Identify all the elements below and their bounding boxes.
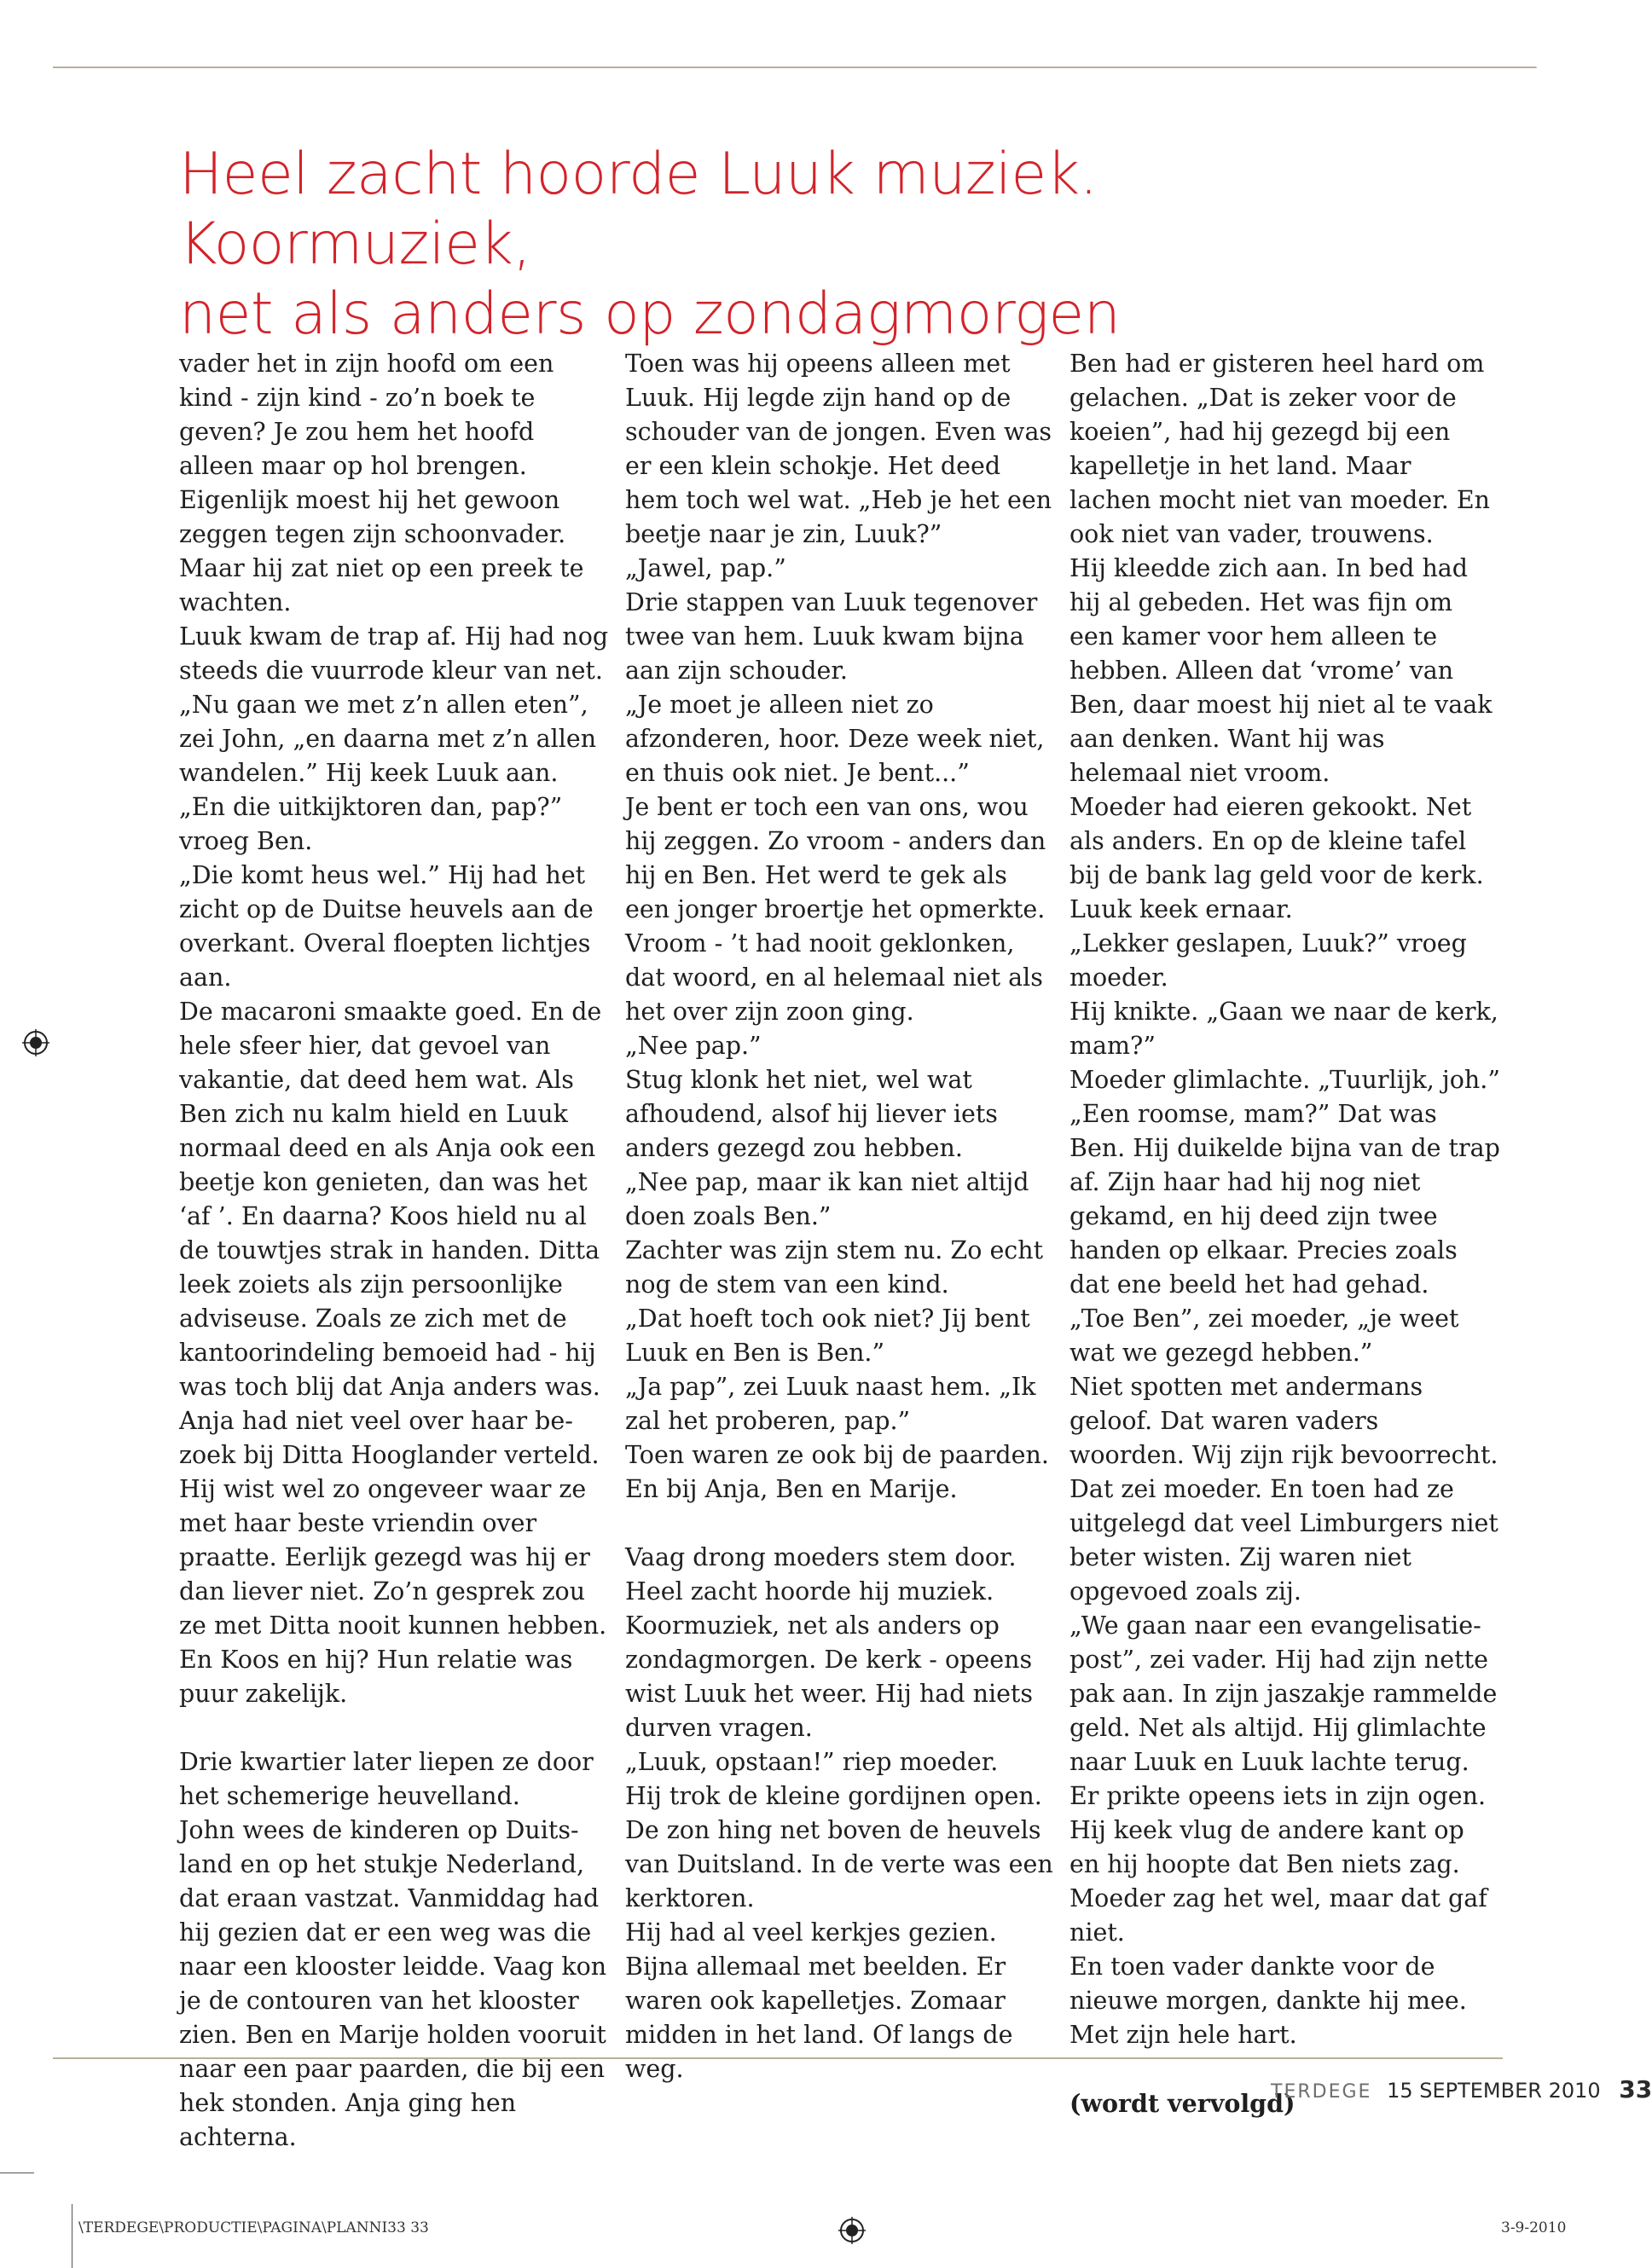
paragraph: vader het in zijn hoofd om een kind - zijn kind - zo’n boek te geven? Je zou hem het hoofd alleen maar op hol brengen. Eigenlijk moest hij het gewoon zeggen tegen zijn schoonvader. Maar hij zat niet op een preek te wachten. <box>179 350 584 616</box>
paragraph: Stug klonk het niet, wel wat afhoudend, alsof hij liever iets anders gezegd zou hebben. <box>625 1066 998 1162</box>
text-column-2 <box>625 347 1056 2086</box>
paragraph: „Je moet je alleen niet zo afzonderen, hoor. Deze week niet, en thuis ook niet. Je bent...” <box>625 691 1045 787</box>
registration-mark-icon <box>22 1029 49 1056</box>
paragraph: „Ja pap”, zei Luuk naast hem. „Ik zal het proberen, pap.” <box>625 1373 1036 1435</box>
paragraph: Hij knikte. „Gaan we naar de kerk, mam?” <box>1069 998 1498 1060</box>
paragraph: „Nee pap.” <box>625 1032 762 1060</box>
paragraph: En toen vader dankte voor de nieuwe morgen, dankte hij mee. Met zijn hele hart. <box>1069 1953 1467 2049</box>
paragraph: Je bent er toch een van ons, wou hij zeggen. Zo vroom - anders dan hij en Ben. Het werd te gek als een jonger broertje het opmerkte. Vroom - ’t had nooit geklonken, dat woord, en al helemaal niet als het over zijn zoon ging. <box>625 793 1046 1026</box>
headline-line-1: Heel zacht hoorde Luuk muziek. Koormuziek, <box>179 141 1098 278</box>
paragraph: „Toe Ben”, zei moeder, „je weet wat we gezegd hebben.” <box>1069 1305 1459 1367</box>
bottom-rule <box>53 2057 1503 2059</box>
print-slug-path: \TERDEGE\PRODUCTIE\PAGINA\PLANNI33 33 <box>78 2219 429 2236</box>
paragraph: Vaag drong moeders stem door. Heel zacht hoorde hij muziek. Koormuziek, net als anders op zondagmorgen. De kerk - opeens wist Luuk het weer. Hij had niets durven vragen. <box>625 1543 1034 1742</box>
text-column-3 <box>1069 347 1500 2120</box>
paragraph: De macaroni smaakte goed. En de hele sfeer hier, dat gevoel van vakantie, dat deed hem wat. Als Ben zich nu kalm hield en Luuk normaal deed en als Anja ook een beetje kon genieten, dan was het ‘af ’. En daarna? Koos hield nu al de touwtjes strak in handen. Ditta leek zoiets als zijn persoonlijke adviseuse. Zoals ze zich met de kantoorindeling bemoeid had - hij was toch blij dat Anja anders was. Anja had niet veel over haar bezoek bij Ditta Hooglander verteld. Hij wist wel zo ongeveer waar ze met haar beste vriendin over praatte. Eerlijk gezegd was hij er dan liever niet. Zo’n gesprek zou ze met Ditta nooit kunnen hebben. En Koos en hij? Hun relatie was puur zakelijk. <box>179 998 607 1708</box>
paragraph: „Die komt heus wel.” Hij had het zicht op de Duitse heuvels aan de overkant. Overal floepten lichtjes aan. <box>179 861 594 992</box>
paragraph: „Jawel, pap.” <box>625 554 786 582</box>
page-number: 33 <box>1619 2075 1652 2103</box>
paragraph: „En die uitkijktoren dan, pap?” vroeg Ben. <box>179 793 563 855</box>
top-rule <box>53 67 1537 68</box>
paragraph: (wordt vervolgd) <box>1069 2089 1296 2118</box>
paragraph: Moeder glimlachte. „Tuurlijk, joh.” <box>1069 1066 1500 1094</box>
registration-mark-icon <box>838 2217 866 2244</box>
paragraph: „Nu gaan we met z’n allen eten”, zei John, „en daarna met z’n allen wandelen.” Hij keek Luuk aan. <box>179 691 597 787</box>
paragraph: „Lekker geslapen, Luuk?” vroeg moeder. <box>1069 929 1467 992</box>
paragraph: Moeder had eieren gekookt. Net als anders. En op de kleine tafel bij de bank lag geld voor de kerk. Luuk keek ernaar. <box>1069 793 1484 923</box>
paragraph: Drie stappen van Luuk tegenover twee van hem. Luuk kwam bijna aan zijn schouder. <box>625 588 1038 685</box>
page-headline <box>179 140 1458 350</box>
paragraph: Toen was hij opeens alleen met Luuk. Hij legde zijn hand op de schouder van de jongen. Even was er een klein schokje. Het deed hem toch wel wat. „Heb je het een beetje naar je zin, Luuk?” <box>625 350 1052 548</box>
paragraph: Drie kwartier later liepen ze door het schemerige heuvelland. <box>179 1748 594 1810</box>
paragraph: Toen waren ze ook bij de paarden. En bij Anja, Ben en Marije. <box>625 1441 1049 1503</box>
paragraph: Hij kleedde zich aan. In bed had hij al gebeden. Het was fijn om een kamer voor hem alleen te hebben. Alleen dat ‘vrome’ van Ben, daar moest hij niet al te vaak aan denken. Want hij was helemaal niet vroom. <box>1069 554 1493 787</box>
paragraph: „Nee pap, maar ik kan niet altijd doen zoals Ben.” <box>625 1168 1029 1230</box>
headline-line-2: net als anders op zondagmorgen <box>179 281 1121 348</box>
paragraph: Luuk kwam de trap af. Hij had nog steeds die vuurrode kleur van net. <box>179 622 609 685</box>
paragraph: „We gaan naar een evangelisatiepost”, zei vader. Hij had zijn nette pak aan. In zijn jaszakje rammelde geld. Net als altijd. Hij glimlachte naar Luuk en Luuk lachte terug. <box>1069 1611 1498 1776</box>
issue-date: 15 SEPTEMBER 2010 <box>1387 2079 1601 2103</box>
magazine-name: TERDEGE <box>1271 2081 1372 2103</box>
text-column-1 <box>179 347 610 2155</box>
paragraph: John wees de kinderen op Duitsland en op het stukje Nederland, dat eraan vastzat. Vanmiddag had hij gezien dat er een weg was die naar een klooster leidde. Vaag kon je de contouren van het klooster zien. Ben en Marije holden vooruit naar een paar paarden, die bij een hek stonden. Anja ging hen achterna. <box>179 1816 607 2151</box>
page-footer <box>1271 2075 1652 2109</box>
paragraph: „Dat hoeft toch ook niet? Jij bent Luuk en Ben is Ben.” <box>625 1305 1030 1367</box>
paragraph: Hij had al veel kerkjes gezien. Bijna allemaal met beelden. Er waren ook kapelletjes. Zomaar midden in het land. Of langs de weg. <box>625 1918 1013 2083</box>
paragraph: Hij trok de kleine gordijnen open. De zon hing net boven de heuvels van Duitsland. In de verte was een kerktoren. <box>625 1782 1053 1912</box>
paragraph: Niet spotten met andermans geloof. Dat waren vaders woorden. Wij zijn rijk bevoorrecht. Dat zei moeder. En toen had ze uitgelegd dat veel Limburgers niet beter wisten. Zij waren niet opgevoed zoals zij. <box>1069 1373 1498 1606</box>
paragraph: Ben had er gisteren heel hard om gelachen. „Dat is zeker voor de koeien”, had hij gezegd bij een kapelletje in het land. Maar lachen mocht niet van moeder. En ook niet van vader, trouwens. <box>1069 350 1491 548</box>
paragraph: Er prikte opeens iets in zijn ogen. Hij keek vlug de andere kant op en hij hoopte dat Ben niets zag. Moeder zag het wel, maar dat gaf niet. <box>1069 1782 1487 1947</box>
paragraph: „Een roomse, mam?” Dat was Ben. Hij duikelde bijna van de trap af. Zijn haar had hij nog niet gekamd, en hij deed zijn twee handen op elkaar. Precies zoals dat ene beeld het had gehad. <box>1069 1100 1500 1299</box>
print-slug-date: 3-9-2010 <box>1501 2219 1567 2236</box>
paragraph: „Luuk, opstaan!” riep moeder. <box>625 1748 999 1776</box>
paragraph: Zachter was zijn stem nu. Zo echt nog de stem van een kind. <box>625 1236 1044 1299</box>
